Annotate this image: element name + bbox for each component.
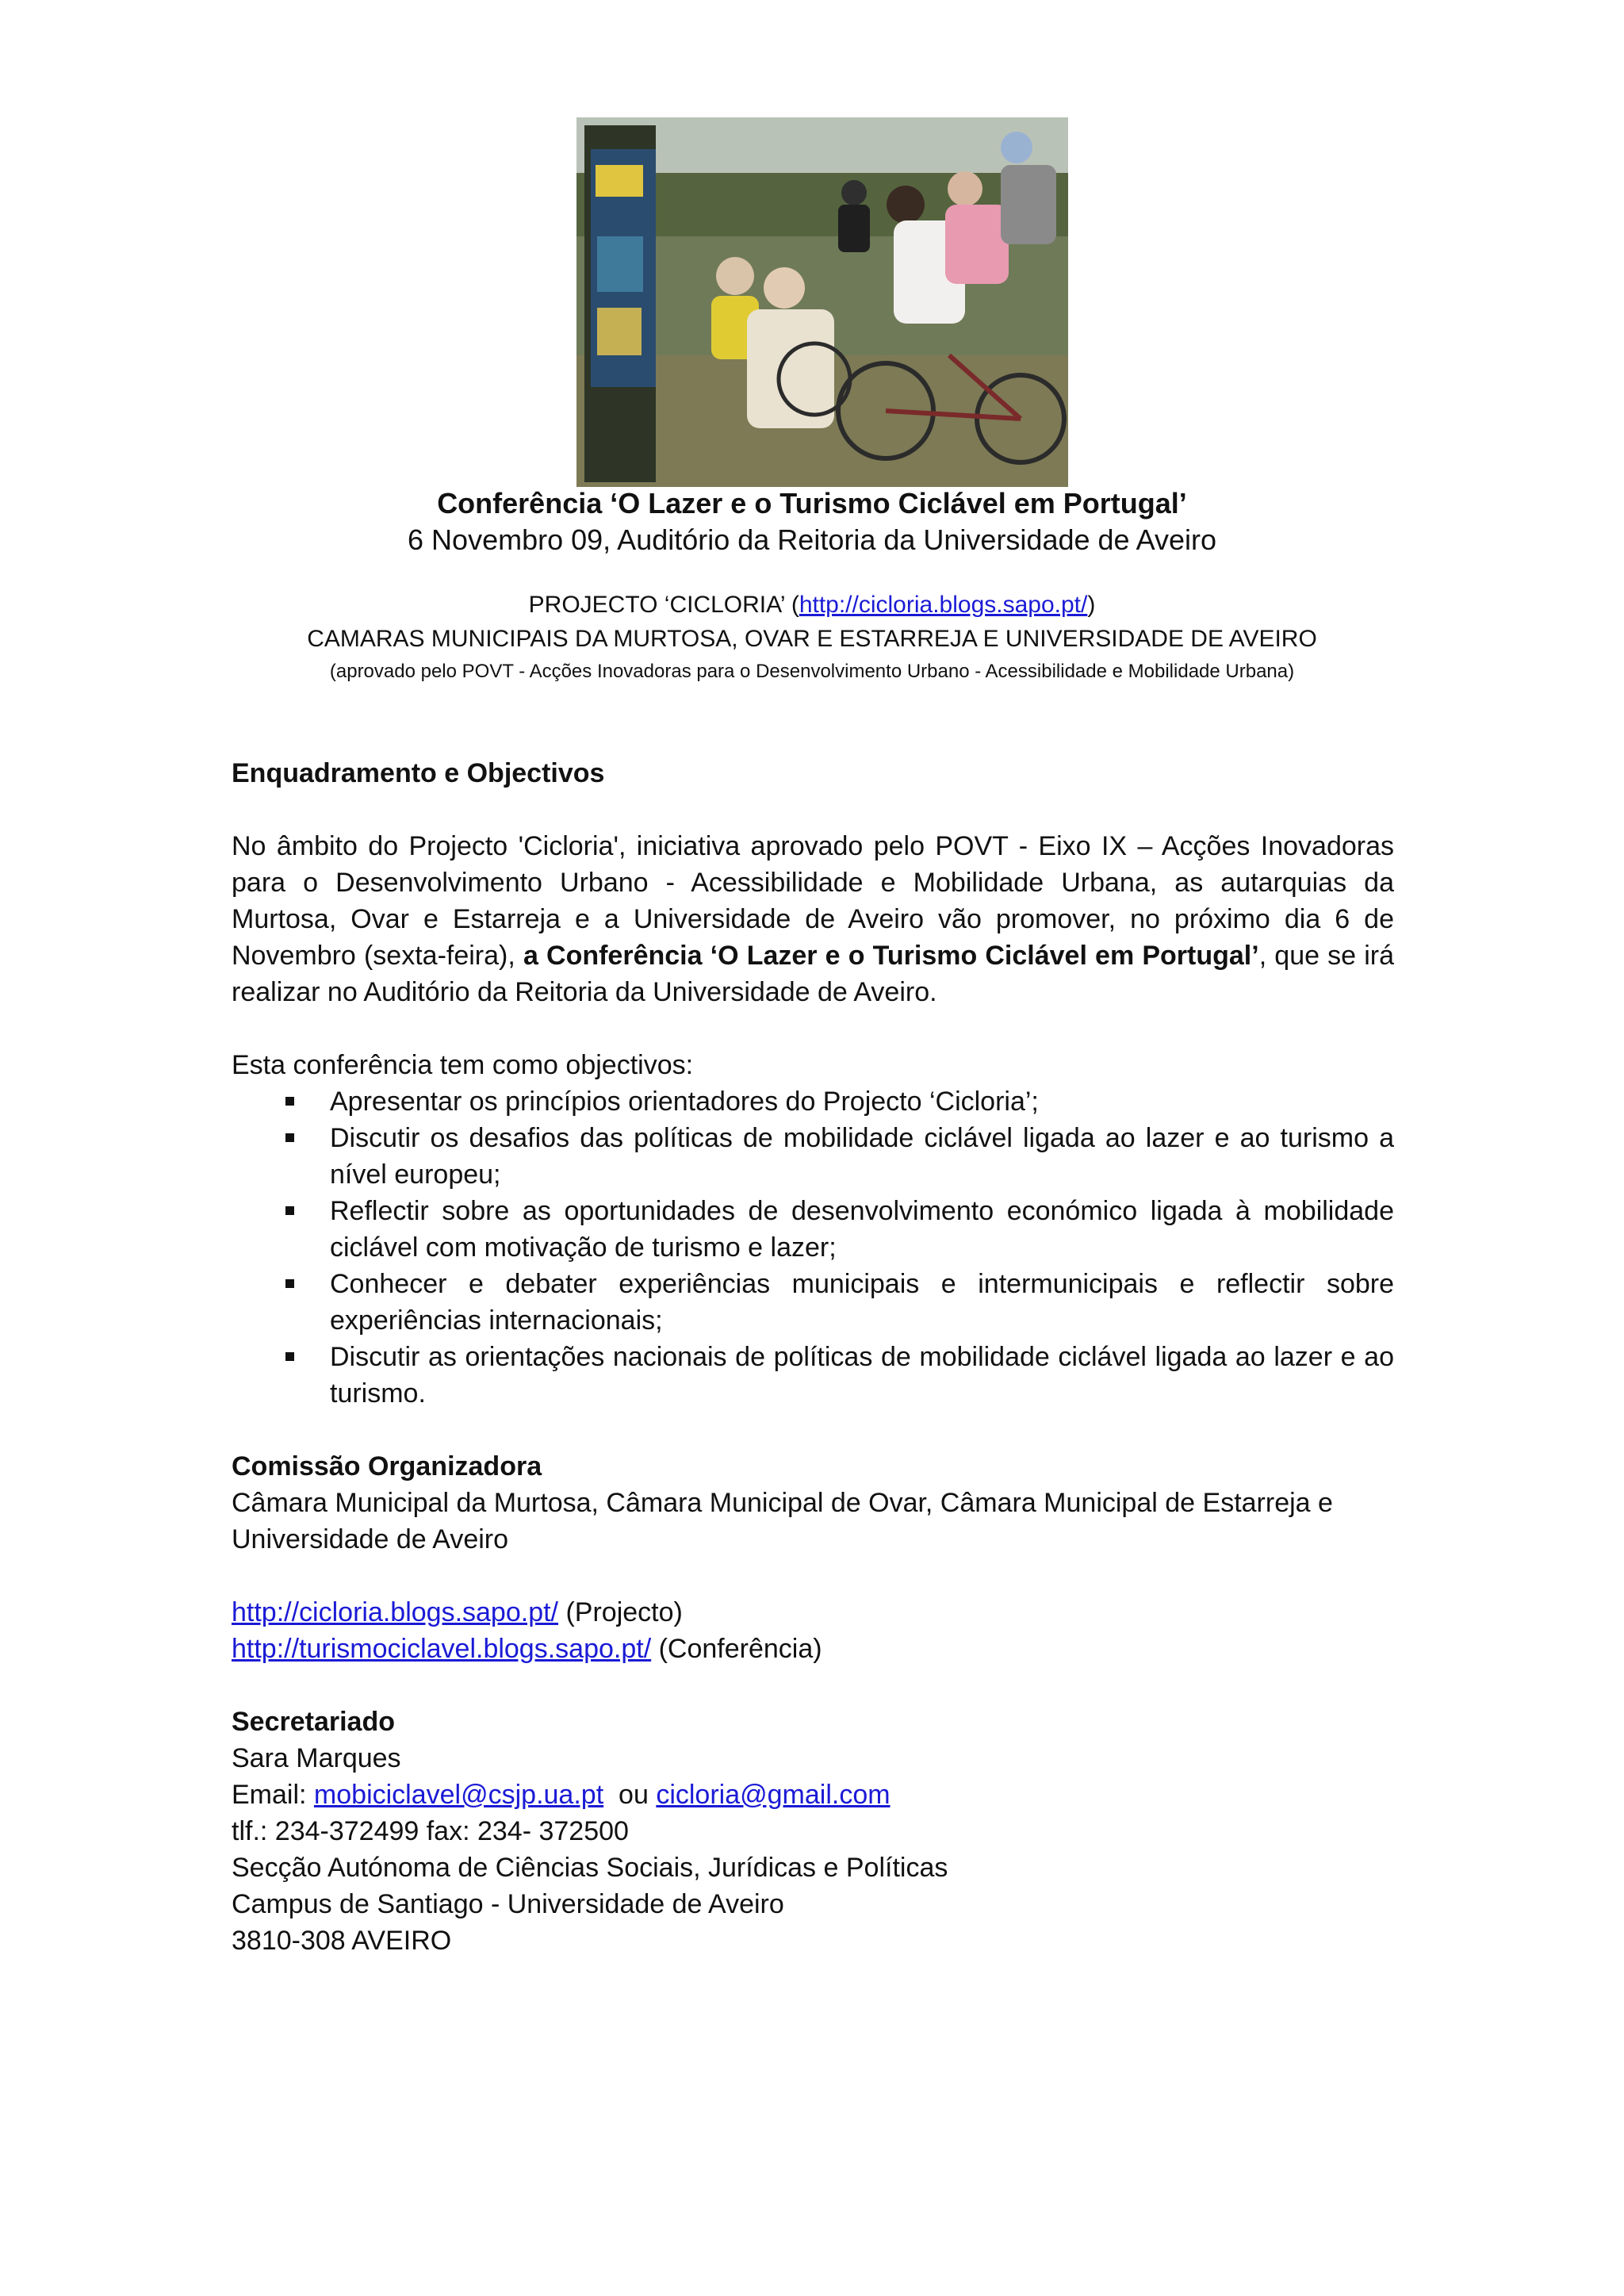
campus-line: Campus de Santiago - Universidade de Aveiro xyxy=(232,1889,784,1919)
objective-item: Apresentar os princípios orientadores do Projecto ‘Cicloria’; xyxy=(232,1083,1394,1120)
project-link[interactable]: http://cicloria.blogs.sapo.pt/ xyxy=(799,592,1088,618)
conference-date-location: 6 Novembro 09, Auditório da Reitoria da Universidade de Aveiro xyxy=(408,523,1216,556)
municipalities-line: CAMARAS MUNICIPAIS DA MURTOSA, OVAR E ESTARREJA E UNIVERSIDADE DE AVEIRO xyxy=(307,626,1317,652)
intro-text-start: No âmbito do Projecto 'Cicloria', iniciativa aprovado pelo POVT - Eixo IX – Acções Inovadoras para o Desenvolvimento Urbano - Acessibilidade e Mobilidade Urbana, as autarquias da Murtosa, Ovar e Estarreja e a Universidade de Aveiro vão promover, no próximo dia 6 de Novembro (sexta-feira), xyxy=(232,831,1394,971)
approval-line: (aprovado pelo POVT - Acções Inovadoras para o Desenvolvimento Urbano - Acessibilidade e Mobilidade Urbana) xyxy=(329,661,1295,682)
intro-text-bold: a Conferência ‘O Lazer e o Turismo Ciclável em Portugal’ xyxy=(523,941,1259,971)
conference-title: Conferência ‘O Lazer e o Turismo Ciclável em Portugal’ xyxy=(437,487,1187,519)
department-line: Secção Autónoma de Ciências Sociais, Jurídicas e Políticas xyxy=(232,1853,948,1883)
project-link-note: (Projecto) xyxy=(558,1597,683,1627)
objective-item: Reflectir sobre as oportunidades de desenvolvimento económico ligada à mobilidade ciclável com motivação de turismo e lazer; xyxy=(232,1193,1394,1266)
objective-item: Conhecer e debater experiências municipais e intermunicipais e reflectir sobre experiências internacionais; xyxy=(232,1266,1394,1339)
organizers-text: Câmara Municipal da Murtosa, Câmara Municipal de Ovar, Câmara Municipal de Estarreja e Universidade de Aveiro xyxy=(232,1488,1333,1554)
intro-text-end: , que se irá realizar no Auditório da Reitoria da Universidade de Aveiro. xyxy=(232,941,1394,1007)
project-prefix: PROJECTO ‘CICLORIA’ ( xyxy=(528,592,799,618)
section-heading-secretariado: Secretariado xyxy=(232,1707,395,1737)
email-label: Email: xyxy=(232,1780,314,1810)
project-line xyxy=(0,590,1624,620)
email-line xyxy=(232,1777,1394,1813)
bullet-icon xyxy=(285,1206,294,1215)
project-suffix: ) xyxy=(1087,592,1096,618)
section-heading-comissao: Comissão Organizadora xyxy=(232,1451,542,1481)
conference-link-line xyxy=(232,1631,1394,1667)
bullet-icon xyxy=(285,1279,294,1288)
conference-link-note: (Conferência) xyxy=(651,1634,822,1664)
objective-item: Discutir as orientações nacionais de políticas de mobilidade ciclável ligada ao lazer e ao turismo. xyxy=(232,1339,1394,1412)
project-link-line xyxy=(232,1594,1394,1631)
project-blog-link[interactable]: http://cicloria.blogs.sapo.pt/ xyxy=(232,1597,559,1627)
secretary-name: Sara Marques xyxy=(232,1743,401,1773)
objectives-list xyxy=(232,1083,1394,1412)
bullet-icon xyxy=(285,1133,294,1142)
email-link-1[interactable]: mobiciclavel@csjp.ua.pt xyxy=(313,1780,604,1810)
objective-item: Discutir os desafios das políticas de mobilidade ciclável ligada ao lazer e ao turismo a nível europeu; xyxy=(232,1120,1394,1193)
email-separator: ou xyxy=(603,1780,657,1810)
section-heading-enquadramento: Enquadramento e Objectivos xyxy=(232,758,605,788)
objectives-intro: Esta conferência tem como objectivos: xyxy=(232,1050,694,1080)
conference-blog-link[interactable]: http://turismociclavel.blogs.sapo.pt/ xyxy=(232,1634,652,1664)
header-photo xyxy=(576,117,1068,487)
email-link-2[interactable]: cicloria@gmail.com xyxy=(656,1780,891,1810)
phone-line: tlf.: 234-372499 fax: 234- 372500 xyxy=(232,1816,629,1846)
document-body xyxy=(232,755,1394,1959)
postcode-line: 3810-308 AVEIRO xyxy=(232,1926,452,1956)
bullet-icon xyxy=(285,1097,294,1106)
bullet-icon xyxy=(285,1352,294,1361)
intro-paragraph xyxy=(232,828,1394,1010)
